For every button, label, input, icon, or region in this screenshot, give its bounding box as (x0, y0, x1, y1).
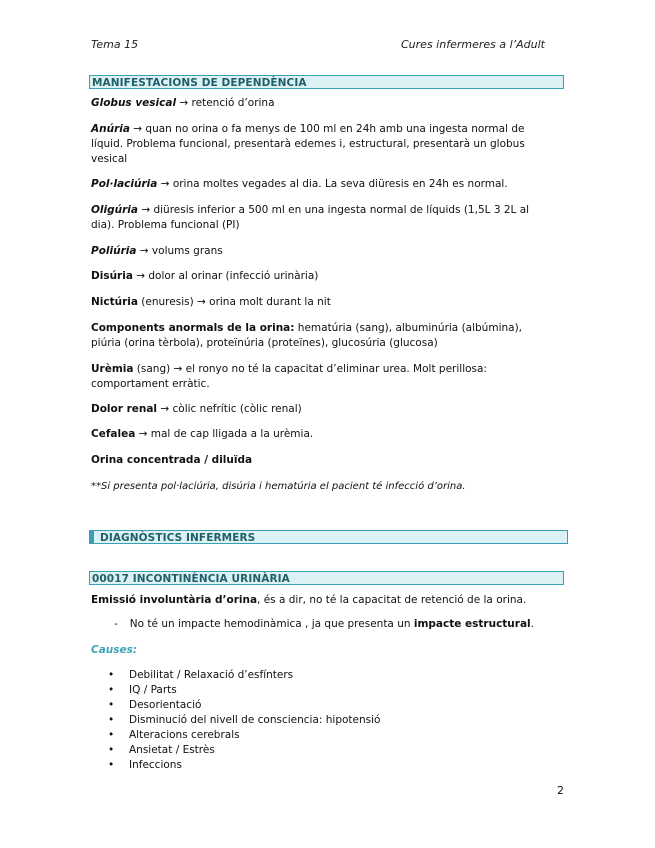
item-orina: Orina concentrada / diluïda (91, 454, 253, 466)
item-components: Components anormals de la orina: hematúria (sang), albuminúria (albúmina), piúria (orina tèrbola), proteïnúria (proteïnes), glucosúria (glucosa) (91, 322, 523, 349)
list-item: • Disminució del nivell de consciencia: hipotensió (91, 713, 380, 728)
header-left: Tema 15 (91, 38, 139, 51)
item-cefalea: Cefalea → mal de cap lligada a la urèmia. (91, 428, 314, 440)
note: **Si presenta pol·laciúria, disúria i hematúria el pacient té infecció d’orina. (91, 481, 466, 492)
item-disuria: Disúria → dolor al orinar (infecció urinària) (91, 270, 319, 282)
list-item: • Ansietat / Estrès (91, 743, 380, 758)
list-item: • Alteracions cerebrals (91, 728, 380, 743)
item-dolor-renal: Dolor renal → còlic nefrític (còlic renal) (91, 403, 302, 415)
section-heading-incontinencia: 00017 INCONTINÈNCIA URINÀRIA (89, 571, 564, 585)
list-item: • IQ / Parts (91, 683, 380, 698)
section-heading-diagnostics: DIAGNÒSTICS INFERMERS (89, 530, 568, 544)
item-nicturia: Nictúria (enuresis) → orina molt durant la nit (91, 296, 331, 308)
dash-item: - No té un impacte hemodinàmica , ja que presenta un impacte estructural. (114, 618, 534, 630)
list-item: • Debilitat / Relaxació d’esfínters (91, 668, 380, 683)
causes-label: Causes: (91, 644, 138, 656)
item-anuria: Anúria → quan no orina o fa menys de 100 ml en 24h amb una ingesta normal de líquid. Problema funcional, presentarà edemes i, estructural, presentarà un globus vesical (91, 123, 525, 165)
section-heading-manifestacions: MANIFESTACIONS DE DEPENDÈNCIA (89, 75, 564, 89)
item-polaquiuria: Pol·laciúria → orina moltes vegades al dia. La seva diüresis en 24h es normal. (91, 178, 508, 190)
item-poliuria: Poliúria → volums grans (91, 245, 223, 257)
list-item: • Desorientació (91, 698, 380, 713)
item-oliguria: Oligúria → diüresis inferior a 500 ml en una ingesta normal de líquids (1,5L 3 2L al dia). Problema funcional (PI) (91, 204, 530, 231)
page-number: 2 (557, 784, 564, 797)
item-globus: Globus vesical → retenció d’orina (91, 97, 275, 109)
list-item: • Infeccions (91, 758, 380, 773)
header-right: Cures infermeres a l’Adult (401, 38, 545, 51)
item-uremia: Urèmia (sang) → el ronyo no té la capacitat d’eliminar urea. Molt perillosa: comportament erràtic. (91, 363, 487, 390)
emissio-paragraph: Emissió involuntària d’orina, és a dir, no té la capacitat de retenció de la orina. (91, 594, 527, 606)
causes-list (91, 668, 380, 773)
